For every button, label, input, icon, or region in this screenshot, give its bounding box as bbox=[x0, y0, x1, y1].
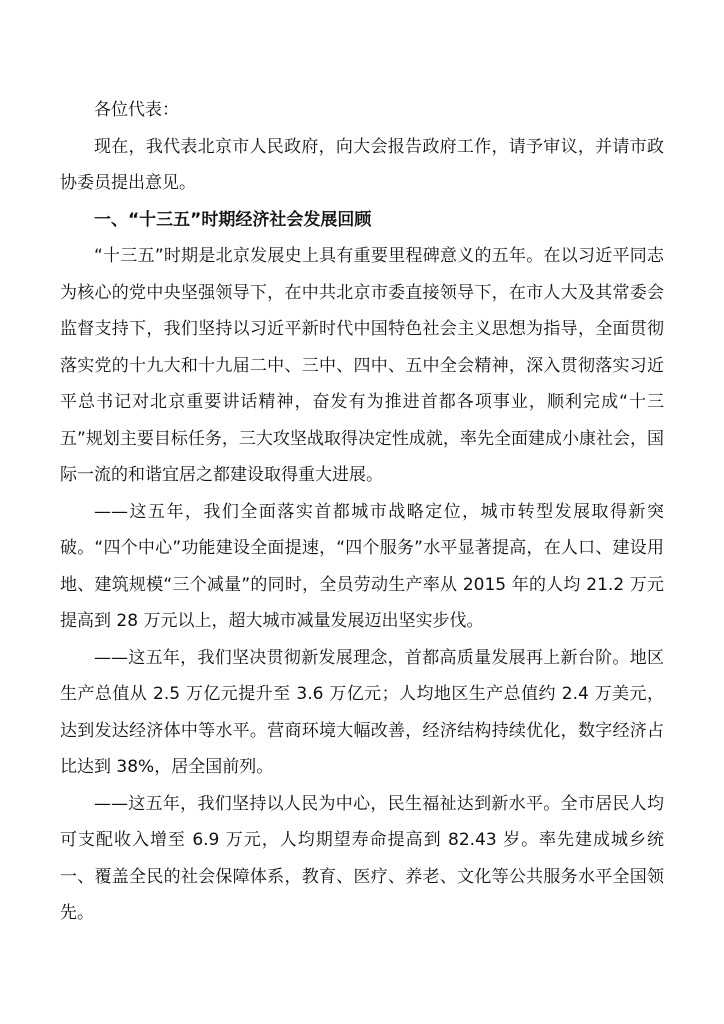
paragraph-high-quality-development: ——这五年，我们坚决贯彻新发展理念，首都高质量发展再上新台阶。地区生产总值从 2.5 万亿元提升至 3.6 万亿元；人均地区生产总值约 2.4 万美元，达到发达经济体中等水平。营商环境大幅改善，经济结构持续优化，数字经济占比达到 38%，居全国前列。 bbox=[60, 647, 664, 777]
paragraph-overview: “十三五”时期是北京发展史上具有重要里程碑意义的五年。在以习近平同志为核心的党中央坚强领导下，在中共北京市委直接领导下，在市人大及其常委会监督支持下，我们坚持以习近平新时代中国特色社会主义思想为指导，全面贯彻落实党的十九大和十九届二中、三中、四中、五中全会精神，深入贯彻落实习近平总书记对北京重要讲话精神，奋发有为推进首都各项事业，顺利完成“十三五”规划主要目标任务，三大攻坚战取得决定性成就，率先全面建成小康社会，国际一流的和谐宜居之都建设取得重大进展。 bbox=[60, 246, 664, 485]
paragraph-city-transformation: ——这五年，我们全面落实首都城市战略定位，城市转型发展取得新突破。“四个中心”功能建设全面提速，“四个服务”水平显著提高，在人口、建设用地、建筑规模“三个减量”的同时，全员劳动生产率从 2015 年的人均 21.2 万元提高到 28 万元以上，超大城市减量发展迈出坚实步伐。 bbox=[60, 501, 664, 631]
section-heading: 一、“十三五”时期经济社会发展回顾 bbox=[94, 209, 372, 230]
intro-paragraph: 现在，我代表北京市人民政府，向大会报告政府工作，请予审议，并请市政协委员提出意见。 bbox=[60, 136, 664, 193]
salutation: 各位代表： bbox=[94, 100, 179, 120]
document-body bbox=[60, 92, 664, 932]
paragraph-people-wellbeing: ——这五年，我们坚持以人民为中心，民生福祉达到新水平。全市居民人均可支配收入增至 6.9 万元，人均期望寿命提高到 82.43 岁。率先建成城乡统一、覆盖全民的社会保障体系，教育、医疗、养老、文化等公共服务水平全国领先。 bbox=[60, 793, 664, 923]
